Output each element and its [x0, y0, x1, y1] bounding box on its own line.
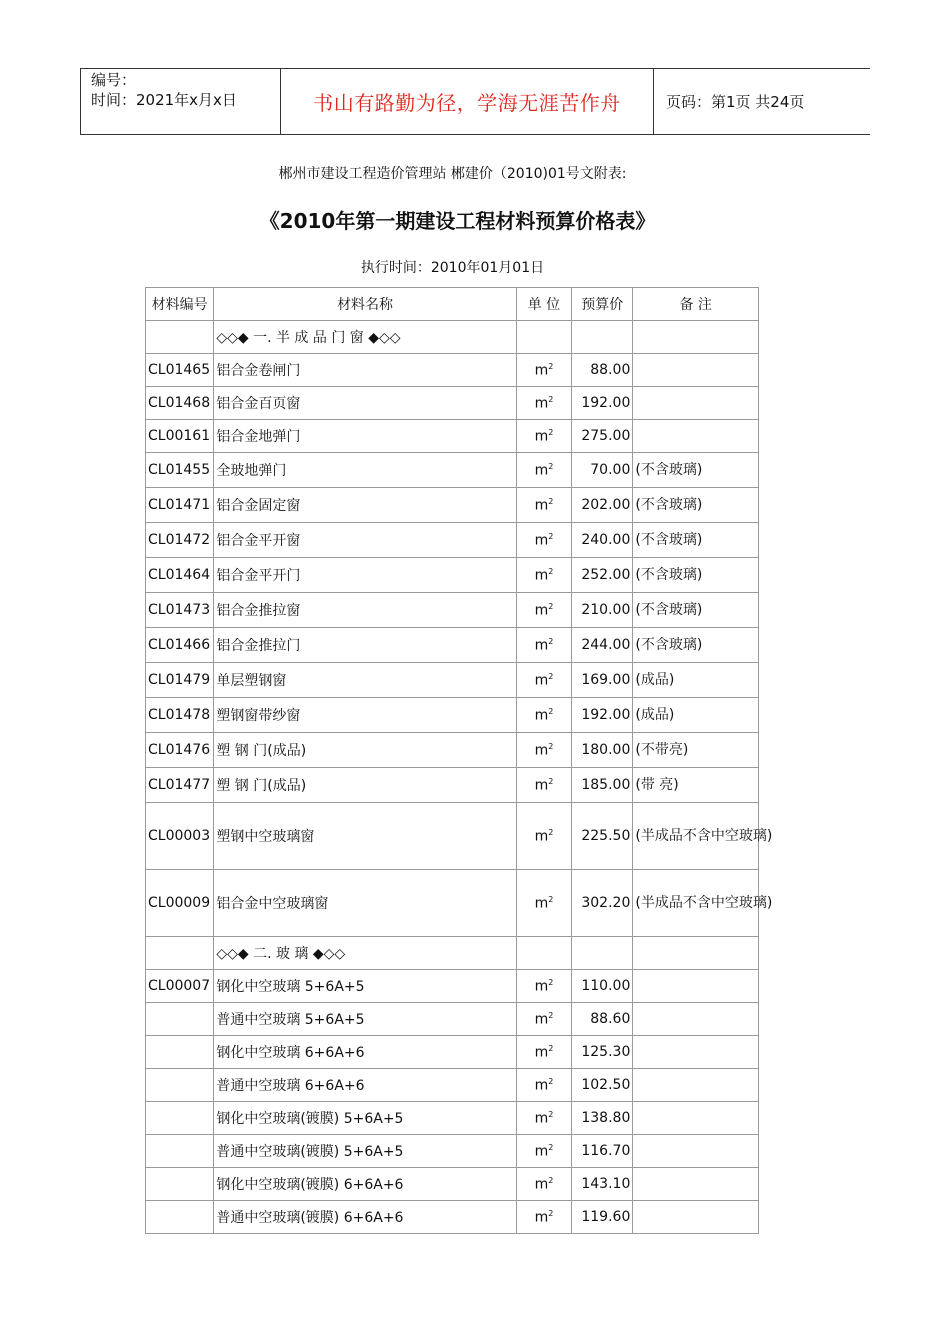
unit-cell [516, 628, 571, 663]
material-code: CL01466 [146, 628, 214, 663]
unit-base: m [534, 707, 549, 724]
material-name: 塑 钢 门(成品) [214, 768, 516, 803]
unit-base: m [534, 828, 549, 845]
unit-base: m [534, 362, 549, 379]
material-code [146, 1201, 214, 1234]
material-name: 铝合金中空玻璃窗 [214, 870, 516, 937]
unit-cell [516, 354, 571, 387]
remark: (不含玻璃) [633, 558, 759, 593]
budget-price: 275.00 [572, 420, 633, 453]
unit-superscript: 2 [548, 1076, 554, 1086]
unit-cell [516, 593, 571, 628]
material-code [146, 1135, 214, 1168]
unit-cell [516, 488, 571, 523]
unit-cell [516, 698, 571, 733]
remark [633, 1003, 759, 1036]
material-name: 普通中空玻璃 6+6A+6 [214, 1069, 516, 1102]
material-code: CL01464 [146, 558, 214, 593]
unit-cell [516, 803, 571, 870]
material-name: 钢化中空玻璃 6+6A+6 [214, 1036, 516, 1069]
budget-price: 244.00 [572, 628, 633, 663]
material-name: 铝合金平开门 [214, 558, 516, 593]
table-row [146, 1135, 759, 1168]
material-name: 全玻地弹门 [214, 453, 516, 488]
remark [633, 1102, 759, 1135]
table-row [146, 803, 759, 870]
budget-price: 119.60 [572, 1201, 633, 1234]
budget-price: 252.00 [572, 558, 633, 593]
unit-superscript: 2 [548, 1175, 554, 1185]
material-code: CL01465 [146, 354, 214, 387]
budget-price: 88.60 [572, 1003, 633, 1036]
unit-base: m [534, 1011, 549, 1028]
budget-price: 143.10 [572, 1168, 633, 1201]
table-row [146, 1102, 759, 1135]
material-name: 钢化中空玻璃(镀膜) 6+6A+6 [214, 1168, 516, 1201]
material-name: 钢化中空玻璃(镀膜) 5+6A+5 [214, 1102, 516, 1135]
header-code: 材料编号 [146, 288, 214, 321]
material-name: 铝合金推拉门 [214, 628, 516, 663]
remark [633, 970, 759, 1003]
unit-cell [516, 1069, 571, 1102]
material-name: 铝合金平开窗 [214, 523, 516, 558]
table-row [146, 387, 759, 420]
header-unit: 单 位 [516, 288, 571, 321]
remark: (不含玻璃) [633, 523, 759, 558]
section-price-cell [572, 937, 633, 970]
unit-base: m [534, 1110, 549, 1127]
budget-price: 70.00 [572, 453, 633, 488]
section-code-cell [146, 937, 214, 970]
budget-price: 302.20 [572, 870, 633, 937]
remark: (不含玻璃) [633, 593, 759, 628]
budget-price: 169.00 [572, 663, 633, 698]
material-name: 塑钢中空玻璃窗 [214, 803, 516, 870]
budget-price: 110.00 [572, 970, 633, 1003]
remark [633, 1036, 759, 1069]
section-note-cell [633, 321, 759, 354]
material-code [146, 1069, 214, 1102]
budget-price: 102.50 [572, 1069, 633, 1102]
material-code [146, 1168, 214, 1201]
table-row [146, 663, 759, 698]
unit-cell [516, 1036, 571, 1069]
section-code-cell [146, 321, 214, 354]
unit-base: m [534, 395, 549, 412]
material-code: CL00007 [146, 970, 214, 1003]
material-code [146, 1036, 214, 1069]
table-body [146, 321, 773, 1234]
budget-price: 210.00 [572, 593, 633, 628]
table-row [146, 453, 759, 488]
table-row [146, 698, 759, 733]
unit-superscript: 2 [548, 1010, 554, 1020]
material-code: CL00003 [146, 803, 214, 870]
unit-cell [516, 870, 571, 937]
unit-base: m [534, 1209, 549, 1226]
document-subtitle: 郴州市建设工程造价管理站 郴建价（2010)01号文附表: [278, 166, 627, 182]
unit-base: m [534, 742, 549, 759]
unit-cell [516, 453, 571, 488]
remark: (成品) [633, 663, 759, 698]
table-row [146, 733, 759, 768]
material-code: CL01477 [146, 768, 214, 803]
unit-superscript: 2 [548, 1043, 554, 1053]
header-note: 备 注 [633, 288, 759, 321]
unit-cell [516, 768, 571, 803]
section-unit-cell [516, 937, 571, 970]
material-code: CL01455 [146, 453, 214, 488]
execution-time: 执行时间：2010年01月01日 [360, 260, 545, 276]
unit-cell [516, 1135, 571, 1168]
unit-base: m [534, 428, 549, 445]
material-name: 铝合金地弹门 [214, 420, 516, 453]
remark: (成品) [633, 698, 759, 733]
remark [633, 420, 759, 453]
material-name: 钢化中空玻璃 5+6A+5 [214, 970, 516, 1003]
material-code: CL00161 [146, 420, 214, 453]
material-name: 铝合金固定窗 [214, 488, 516, 523]
material-name: 塑 钢 门(成品) [214, 733, 516, 768]
unit-cell [516, 1003, 571, 1036]
unit-base: m [534, 1176, 549, 1193]
remark [633, 1201, 759, 1234]
unit-superscript: 2 [548, 741, 554, 751]
budget-price: 202.00 [572, 488, 633, 523]
header-meta-cell [81, 69, 281, 134]
unit-cell [516, 387, 571, 420]
unit-superscript: 2 [548, 706, 554, 716]
unit-base: m [534, 1143, 549, 1160]
budget-price: 88.00 [572, 354, 633, 387]
unit-base: m [534, 895, 549, 912]
budget-price: 116.70 [572, 1135, 633, 1168]
material-name: 铝合金推拉窗 [214, 593, 516, 628]
header-price: 预算价 [572, 288, 633, 321]
budget-price: 240.00 [572, 523, 633, 558]
material-name: 塑钢窗带纱窗 [214, 698, 516, 733]
unit-cell [516, 523, 571, 558]
table-row [146, 768, 759, 803]
unit-base: m [534, 462, 549, 479]
material-name: 铝合金卷闸门 [214, 354, 516, 387]
table-row [146, 1036, 759, 1069]
unit-cell [516, 663, 571, 698]
remark: (半成品不含中空玻璃) [633, 803, 759, 870]
material-code: CL01473 [146, 593, 214, 628]
budget-price: 180.00 [572, 733, 633, 768]
remark: (不含玻璃) [633, 453, 759, 488]
table-row [146, 523, 759, 558]
material-code [146, 1003, 214, 1036]
page-info: 页码：第1页 共24页 [666, 93, 805, 111]
material-code: CL01471 [146, 488, 214, 523]
table-header-row [146, 288, 759, 321]
unit-base: m [534, 567, 549, 584]
header-motto-cell [281, 69, 654, 134]
unit-superscript: 2 [548, 566, 554, 576]
section-row [146, 937, 759, 970]
unit-cell [516, 970, 571, 1003]
table-row [146, 628, 759, 663]
unit-base: m [534, 672, 549, 689]
material-price-table [145, 287, 773, 1234]
section-note-cell [633, 937, 759, 970]
header-name: 材料名称 [214, 288, 516, 321]
unit-superscript: 2 [548, 977, 554, 987]
section-row [146, 321, 759, 354]
material-code: CL00009 [146, 870, 214, 937]
budget-price: 192.00 [572, 387, 633, 420]
unit-base: m [534, 532, 549, 549]
unit-superscript: 2 [548, 827, 554, 837]
unit-base: m [534, 1077, 549, 1094]
remark [633, 1168, 759, 1201]
remark [633, 1069, 759, 1102]
header-table [80, 68, 870, 135]
remark: (半成品不含中空玻璃) [633, 870, 759, 937]
table-row [146, 488, 759, 523]
unit-superscript: 2 [548, 1142, 554, 1152]
material-name: 普通中空玻璃(镀膜) 5+6A+5 [214, 1135, 516, 1168]
unit-superscript: 2 [548, 531, 554, 541]
number-label: 编号： [91, 71, 137, 89]
unit-superscript: 2 [548, 601, 554, 611]
unit-superscript: 2 [548, 496, 554, 506]
material-name: 普通中空玻璃 5+6A+5 [214, 1003, 516, 1036]
unit-cell [516, 1102, 571, 1135]
unit-cell [516, 1168, 571, 1201]
unit-superscript: 2 [548, 361, 554, 371]
table-row [146, 970, 759, 1003]
remark: (带 亮) [633, 768, 759, 803]
section-price-cell [572, 321, 633, 354]
unit-superscript: 2 [548, 461, 554, 471]
section-title: ◇◇◆ 二. 玻 璃 ◆◇◇ [214, 937, 516, 970]
unit-base: m [534, 497, 549, 514]
table-row [146, 1003, 759, 1036]
unit-cell [516, 558, 571, 593]
remark: (不带亮) [633, 733, 759, 768]
unit-base: m [534, 637, 549, 654]
unit-base: m [534, 1044, 549, 1061]
document-title: 《2010年第一期建设工程材料预算价格表》 [259, 209, 656, 233]
table-row [146, 558, 759, 593]
material-code: CL01479 [146, 663, 214, 698]
section-unit-cell [516, 321, 571, 354]
table-row [146, 593, 759, 628]
unit-superscript: 2 [548, 776, 554, 786]
remark [633, 1135, 759, 1168]
table-row [146, 354, 759, 387]
unit-base: m [534, 777, 549, 794]
remark: (不含玻璃) [633, 488, 759, 523]
section-title: ◇◇◆ 一. 半 成 品 门 窗 ◆◇◇ [214, 321, 516, 354]
unit-cell [516, 420, 571, 453]
table-row [146, 1168, 759, 1201]
unit-superscript: 2 [548, 1208, 554, 1218]
table-row [146, 870, 759, 937]
time-label: 时间：2021年x月x日 [91, 91, 237, 109]
material-code [146, 1102, 214, 1135]
unit-superscript: 2 [548, 427, 554, 437]
unit-base: m [534, 978, 549, 995]
material-name: 单层塑钢窗 [214, 663, 516, 698]
material-code: CL01472 [146, 523, 214, 558]
unit-superscript: 2 [548, 1109, 554, 1119]
unit-superscript: 2 [548, 671, 554, 681]
material-name: 普通中空玻璃(镀膜) 6+6A+6 [214, 1201, 516, 1234]
header-page-cell [654, 69, 871, 134]
unit-superscript: 2 [548, 894, 554, 904]
table-row [146, 420, 759, 453]
budget-price: 192.00 [572, 698, 633, 733]
remark [633, 354, 759, 387]
budget-price: 225.50 [572, 803, 633, 870]
material-code: CL01476 [146, 733, 214, 768]
budget-price: 125.30 [572, 1036, 633, 1069]
remark [633, 387, 759, 420]
unit-superscript: 2 [548, 394, 554, 404]
budget-price: 185.00 [572, 768, 633, 803]
unit-base: m [534, 602, 549, 619]
remark: (不含玻璃) [633, 628, 759, 663]
unit-superscript: 2 [548, 636, 554, 646]
unit-cell [516, 1201, 571, 1234]
material-name: 铝合金百页窗 [214, 387, 516, 420]
material-code: CL01478 [146, 698, 214, 733]
unit-cell [516, 733, 571, 768]
table-row [146, 1201, 759, 1234]
budget-price: 138.80 [572, 1102, 633, 1135]
table-row [146, 1069, 759, 1102]
motto-text: 书山有路勤为径，学海无涯苦作舟 [313, 91, 621, 115]
material-code: CL01468 [146, 387, 214, 420]
